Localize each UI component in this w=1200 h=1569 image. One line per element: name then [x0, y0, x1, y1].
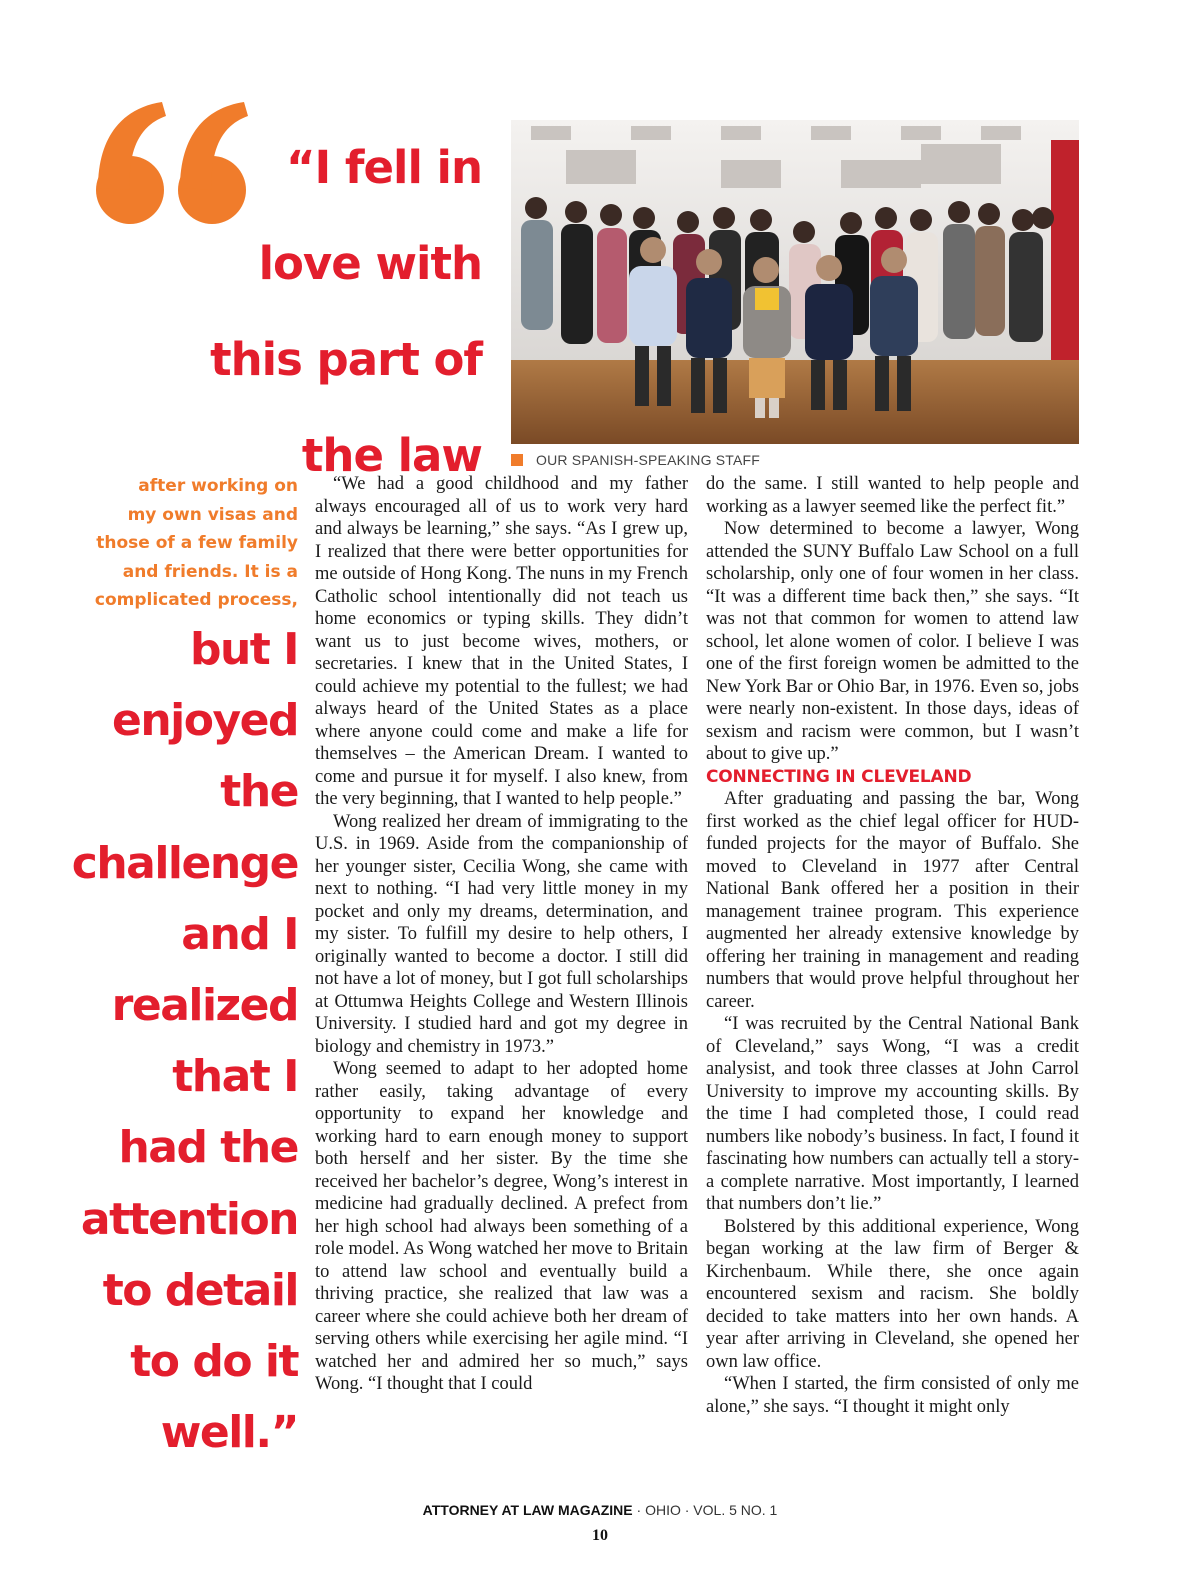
article-column-2: [706, 473, 1079, 1418]
photo-caption: [511, 451, 760, 469]
side-quote-line: enjoyed: [112, 695, 298, 747]
side-quote-intro-line: complicated process,: [94, 590, 298, 611]
page-footer: [0, 1502, 1200, 1518]
side-quote-line: to detail: [102, 1264, 298, 1316]
caption-square-icon: [511, 454, 523, 466]
side-quote-line: challenge: [71, 837, 298, 889]
article-paragraph: “We had a good childhood and my father always encouraged all of us to work very hard and always be learning,” she says. “As I grew up, I realized that there were better opportunities for me outside of Hong Kong. The nuns in my French Catholic school intentionally did not teach us home economics or typing skills. They didn’t want us to just become wives, mothers, or secretaries. I knew that in the United States, I could achieve my potential to the fullest; we had always heard of the United States as a place where anyone could come and make a life for themselves – the American Dream. I wanted to come and pursue it for myself. I also knew, from the very beginning, that I wanted to help people.”: [315, 474, 688, 809]
side-quote-line: and I: [181, 908, 298, 960]
page-number: 10: [592, 1527, 608, 1544]
side-quote-line: but I: [189, 624, 298, 675]
article-paragraph: “I was recruited by the Central National Bank of Cleveland,” says Wong, “I was a credit analysist, and took three classes at John Carrol University to improve my accounting skills. By the time I had completed those, I could read numbers like nobody’s business. In fact, I found it fascinating how numbers can actually tell a story-a complete narrative. Most importantly, I learned that numbers don’t lie.”: [706, 1014, 1079, 1214]
side-quote-line: that I: [172, 1051, 298, 1103]
side-quote-intro: [70, 472, 298, 615]
article-paragraph: Wong seemed to adapt to her adopted home rather easily, taking advantage of every opportunity to expand her knowledge and working hard to earn enough money to support both herself and her sister. By the time she received her bachelor’s degree, Wong’s interest in medicine had gradually declined. A prefect from her high school had always been something of a role model. As Wong watched her move to Britain to attend law school and eventually build a thriving practice, she realized that law was a career where she could achieve both her dream of serving others while exercising her agile mind. “I watched her and admired her so much,” says Wong. “I thought that I could: [315, 1059, 688, 1394]
magazine-name: ATTORNEY AT LAW MAGAZINE: [422, 1502, 633, 1518]
staff-group-photo: [511, 120, 1079, 444]
side-quote-intro-line: my own visas and: [127, 504, 298, 525]
article-paragraph: Now determined to become a lawyer, Wong attended the SUNY Buffalo Law School on a full scholarship, only one of four women in her class. “It was a different time back then,” she says. “It was not that common for women to attend law school, let alone women of color. I believe I was one of the first foreign women be admitted to the New York Bar or Ohio Bar, in 1976. Even so, jobs were nearly non-existent. In those days, ideas of sexism and racism were common, but I wasn’t about to give up.”: [706, 519, 1079, 764]
article-column-1: [315, 473, 688, 1396]
side-quote-line: to do it: [130, 1336, 298, 1388]
side-quote-intro-line: those of a few family: [96, 533, 298, 554]
issue-details: · OHIO · VOL. 5 NO. 1: [632, 1502, 778, 1518]
article-paragraph: Wong realized her dream of immigrating to the U.S. in 1969. Aside from the companionship of her younger sister, Cecilia Wong, she came with next to nothing. “I had very little money in my pocket and only my dreams, determination, and my sister. To fulfill my desire to help others, I originally wanted to become a doctor. I still did not have a lot of money, but I got full scholarships at Ottumwa Heights College and Western Illinois University. I studied hard and got my degree in biology and chemistry in 1973.”: [315, 811, 688, 1057]
article-paragraph: After graduating and passing the bar, Wong first worked as the chief legal officer for HUD-funded projects for the mayor of Buffalo. She moved to Cleveland in 1977 after Central National Bank offered her a position in their management trainee program. This experience augmented her already extensive knowledge by offering her training in management and reading numbers that would prove helpful throughout her career.: [706, 789, 1079, 1012]
pull-quote-line: “I fell in: [285, 141, 482, 194]
article-paragraph: Bolstered by this additional experience, Wong began working at the law firm of Berger & Kirchenbaum. While there, she once again encountered sexism and racism. She boldly decided to take matters into her own hands. A year after arriving in Cleveland, she opened her own law office.: [706, 1216, 1079, 1372]
pull-quote-line: this part of: [210, 333, 482, 386]
side-quote-line: the: [220, 766, 298, 818]
section-heading: CONNECTING IN CLEVELAND: [706, 766, 972, 787]
pull-quote-line: love with: [258, 237, 482, 290]
side-quote-line: had the: [118, 1122, 298, 1174]
article-paragraph: “When I started, the firm consisted of only me alone,” she says. “I thought it might only: [706, 1374, 1079, 1417]
pull-quote: [180, 120, 482, 504]
side-quote-line: well.”: [160, 1407, 298, 1459]
side-quote-line: realized: [111, 980, 298, 1032]
side-quote-intro-line: and friends. It is a: [122, 561, 298, 582]
side-quote-line: attention: [80, 1193, 298, 1245]
side-quote-big: [40, 614, 298, 1468]
photo-caption-text: OUR SPANISH-SPEAKING STAFF: [536, 452, 761, 468]
side-quote-intro-line: after working on: [138, 476, 298, 496]
pull-quote-line: the law: [301, 429, 482, 482]
article-paragraph: do the same. I still wanted to help people and working as a lawyer seemed like the perfect fit.”: [706, 474, 1079, 517]
